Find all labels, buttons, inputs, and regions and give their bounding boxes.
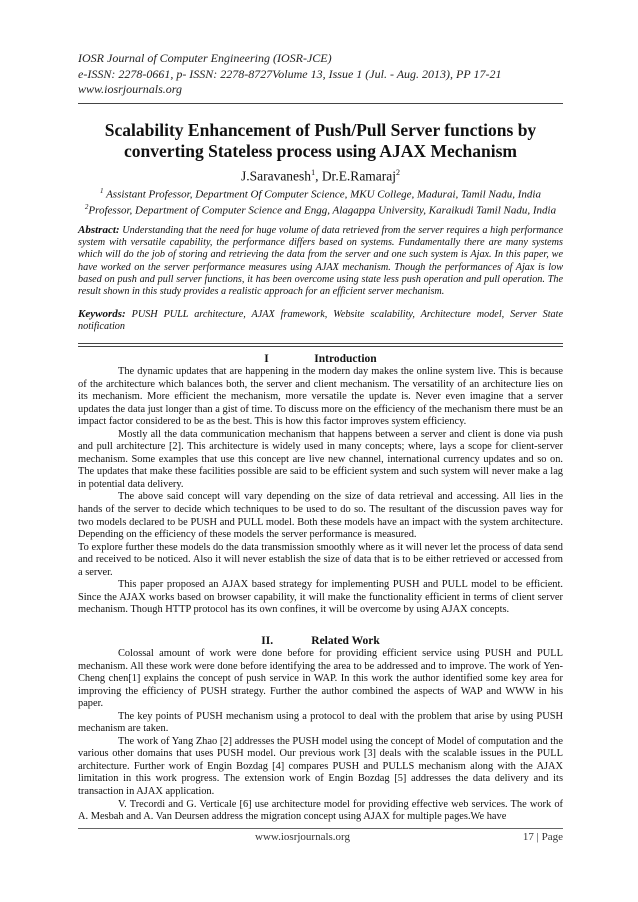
keywords [78, 308, 563, 334]
paragraph: The key points of PUSH mechanism using a protocol to deal with the problem that arise by using PUSH mechanism are taken. [78, 710, 563, 735]
section-title: Related Work [311, 635, 380, 647]
journal-url: www.iosrjournals.org [78, 82, 183, 96]
author-1-superscript: 1 [311, 168, 316, 177]
paragraph: Colossal amount of work were done before for providing efficient service using PUSH and PULL mechanism. All these work were done before identifying the area to be addressed and to improve. The work of Yen-Cheng chen[1] explains the concept of push service in WAP. In this work the author identified some key area for improving the efficiency of PUSH strategy. Further the author combined the aspects of WAP and WWW in his paper. [78, 648, 563, 710]
author-line [78, 165, 563, 185]
author-1: J.Saravanesh [240, 168, 312, 184]
abstract-label: Abstract: [78, 224, 120, 236]
title-line-1: Scalability Enhancement of Push/Pull Server functions by [104, 120, 537, 140]
title-line-2: converting Stateless process using AJAX Mechanism [124, 141, 517, 161]
keywords-label: Keywords: [78, 308, 126, 320]
paragraph: The above said concept will vary depending on the size of data retrieval and accessing. All lies in the hands of the server to decide which techniques to be used to do so. The resultant of the discussion paves way for two models declared to be PUSH and PULL model. Both these models have an impact with the system architecture. Depending on the efficiency of these models the server performance is measured. [78, 491, 563, 541]
affiliation-1-text: Assistant Professor, Department Of Computer Science, MKU College, Madurai, Tamil Nadu, India [106, 188, 541, 201]
section-title: Introduction [314, 353, 377, 365]
affiliation-1-superscript: 1 [100, 187, 104, 195]
introduction-body [78, 366, 563, 617]
author-2: Dr.E.Ramaraj [321, 168, 397, 184]
paragraph: To explore further these models do the data transmission smoothly where as it will never let the process of data send and received to be noticed. Also it will never establish the size of data that is to be either retrieved or accessed from a server. [78, 541, 563, 578]
affiliation-2-superscript: 2 [84, 203, 89, 211]
paper-title [78, 120, 563, 162]
paragraph: Mostly all the data communication mechanism that happens between a server and client is done via push and pull architecture [2]. This architecture is widely used in many concepts; where, lays a scope for client-server mechanism. Some examples that use this concept are live new channel, international currency updates and so on. The updates that make these facilities possible are said to be efficient system and such system will never make a lag in potential data delivery. [78, 428, 563, 490]
journal-header [78, 51, 578, 98]
section-heading-related-work [78, 634, 563, 648]
abstract-divider-top [78, 343, 563, 344]
author-separator: , [315, 168, 322, 184]
affiliation-2-text: Professor, Department of Computer Science and Engg, Alagappa University, Karaikudi Tamil Nadu, India [88, 204, 557, 217]
journal-name: IOSR Journal of Computer Engineering (IOSR-JCE) [78, 51, 332, 65]
section-heading-introduction [78, 352, 563, 366]
journal-issn: e-ISSN: 2278-0661, p- ISSN: 2278-8727Volume 13, Issue 1 (Jul. - Aug. 2013), PP 17-21 [78, 66, 502, 81]
section-number: I [264, 353, 269, 365]
paragraph: The dynamic updates that are happening in the modern day makes the online system live. This is because of the architecture which balances both, the server and client mechanism. The versatility of an architecture lies on its mechanism. More efficient the mechanism, more versatile the update is. Never even imagine that a server updates the data just longer than a gist of time. To discuss more on the efficiency of the mechanism there must be an impact factor considered to be as the best. This is how this factor improves system efficiency. [78, 366, 563, 428]
paragraph: This paper proposed an AJAX based strategy for implementing PUSH and PULL model to be efficient. Since the AJAX works based on browser capability, it will make the functionality efficient in terms of client server mechanism. Though HTTP protocol has its own confines, it will be overcome by using AJAX concepts. [78, 579, 563, 616]
paragraph: The work of Yang Zhao [2] addresses the PUSH model using the concept of Model of computation and the various other domains that uses PUSH model. Our previous work [3] deals with the scalable issues in the PULL architecture. Further work of Engin Bozdag [4] compares PUSH and PULLS mechanism along with the AJAX limitation in this work progress. The extension work of Engin Bozdag [5] addresses the data delivery and its transaction in AJAX application. [78, 735, 563, 798]
abstract [78, 224, 563, 298]
abstract-text: Understanding that the need for huge volume of data retrieved from the server requires a high performance system with versatile capability, the performance differs based on systems. Fundamentally there are many systems which will do the job of storing and retrieving the data from the server and one such system is Ajax. In this paper, we have worked on the server performance measures using AJAX mechanism. Though the performances of Ajax is low based on push and pull server functions, it has been overcome using state less push operation and pull operation. The result shown in this study provides a realistic approach for an efficient server mechanism. [78, 225, 564, 298]
author-2-superscript: 2 [396, 168, 401, 177]
affiliation-2 [78, 200, 563, 218]
abstract-divider-bottom [78, 346, 563, 347]
section-number: II. [261, 635, 274, 647]
footer-divider [78, 828, 563, 829]
related-work-body [78, 648, 563, 824]
keywords-text: PUSH PULL architecture, AJAX framework, Website scalability, Architecture model, Server State notification [78, 309, 564, 333]
page-number: 17 | Page [522, 831, 563, 843]
header-divider [78, 103, 563, 104]
paragraph: V. Trecordi and G. Verticale [6] use architecture model for providing effective web services. The work of A. Mesbah and A. Van Deursen address the migration concept using AJAX for multiple pages.We have [78, 798, 563, 823]
affiliation-1 [78, 184, 563, 202]
footer-url: www.iosrjournals.org [255, 831, 351, 843]
